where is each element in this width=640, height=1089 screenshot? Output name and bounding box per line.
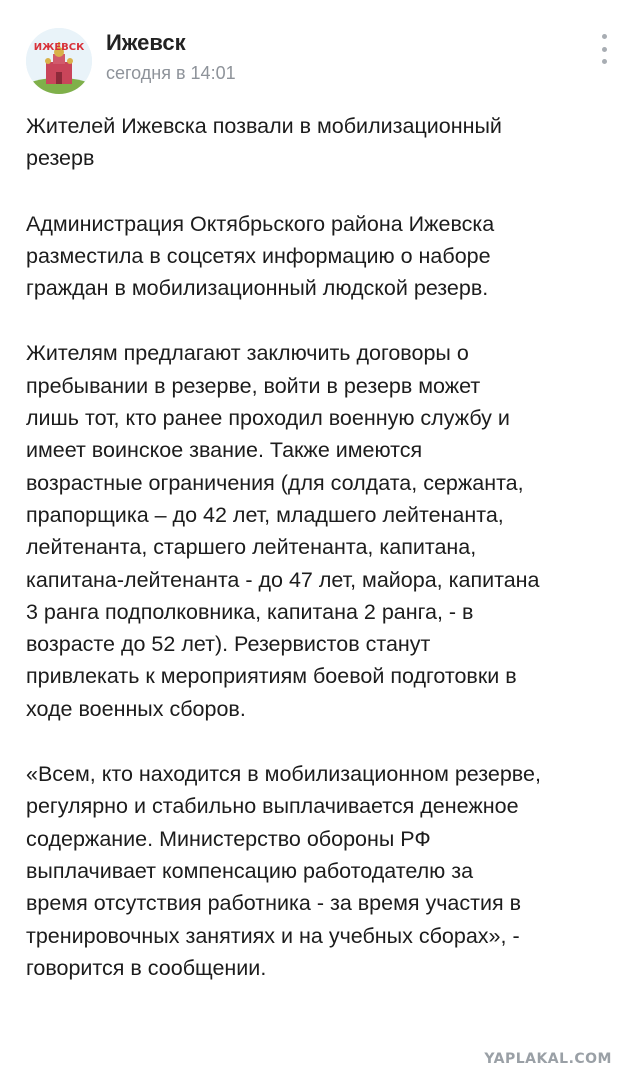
text-line: резерв	[26, 146, 95, 171]
text-line: лишь тот, кто ранее проходил военную службу и	[26, 406, 510, 431]
text-line: разместила в соцсетях информацию о наборе	[26, 243, 491, 268]
city-logo-icon	[26, 28, 92, 94]
avatar-logo-text: ИЖЕВСК	[33, 42, 85, 53]
more-vertical-icon[interactable]	[598, 34, 610, 64]
text-line: Администрация Октябрьского района Ижевска	[26, 211, 495, 236]
text-line: возрасте до 52 лет). Резервистов станут	[26, 632, 431, 657]
post-paragraph	[26, 758, 622, 984]
text-line: выплачивает компенсацию работодателю за	[26, 858, 474, 883]
text-line: 3 ранга подполковника, капитана 2 ранга, - в	[26, 599, 474, 624]
text-line: пребывании в резерве, войти в резерв может	[26, 373, 481, 398]
text-line: Жителей Ижевска позвали в мобилизационный	[26, 114, 502, 138]
post-paragraph	[26, 110, 622, 175]
text-line: говорится в сообщении.	[26, 955, 267, 980]
more-dot	[602, 34, 607, 39]
text-line: ходе военных сборов.	[26, 696, 246, 721]
post-paragraph	[26, 337, 622, 725]
post-text	[26, 110, 622, 1017]
text-line: Жителям предлагают заключить договоры о	[26, 341, 469, 366]
avatar[interactable]	[26, 28, 92, 94]
more-dot	[602, 47, 607, 52]
post-paragraph	[26, 208, 622, 305]
text-line: лейтенанта, старшего лейтенанта, капитана,	[26, 535, 477, 560]
post-timestamp[interactable]: сегодня в 14:01	[106, 63, 236, 83]
text-line: тренировочных занятиях и на учебных сборах», -	[26, 923, 520, 948]
text-line: «Всем, кто находится в мобилизационном резерве,	[26, 762, 541, 787]
text-line: возрастные ограничения (для солдата, сержанта,	[26, 470, 524, 495]
text-line: содержание. Министерство обороны РФ	[26, 826, 431, 851]
text-line: граждан в мобилизационный людской резерв.	[26, 276, 489, 301]
author-name[interactable]: Ижевск	[106, 30, 186, 55]
text-line: капитана-лейтенанта - до 47 лет, майора, капитана	[26, 567, 540, 592]
more-dot	[602, 59, 607, 64]
text-line: регулярно и стабильно выплачивается денежное	[26, 794, 519, 819]
text-line: прапорщика – до 42 лет, младшего лейтенанта,	[26, 502, 504, 527]
post-header	[26, 28, 616, 94]
text-line: время отсутствия работника - за время участия в	[26, 891, 522, 916]
text-line: привлекать к мероприятиям боевой подготовки в	[26, 664, 517, 689]
site-watermark: YAPLAKAL.COM	[484, 1051, 612, 1067]
text-line: имеет воинское звание. Также имеются	[26, 438, 423, 463]
